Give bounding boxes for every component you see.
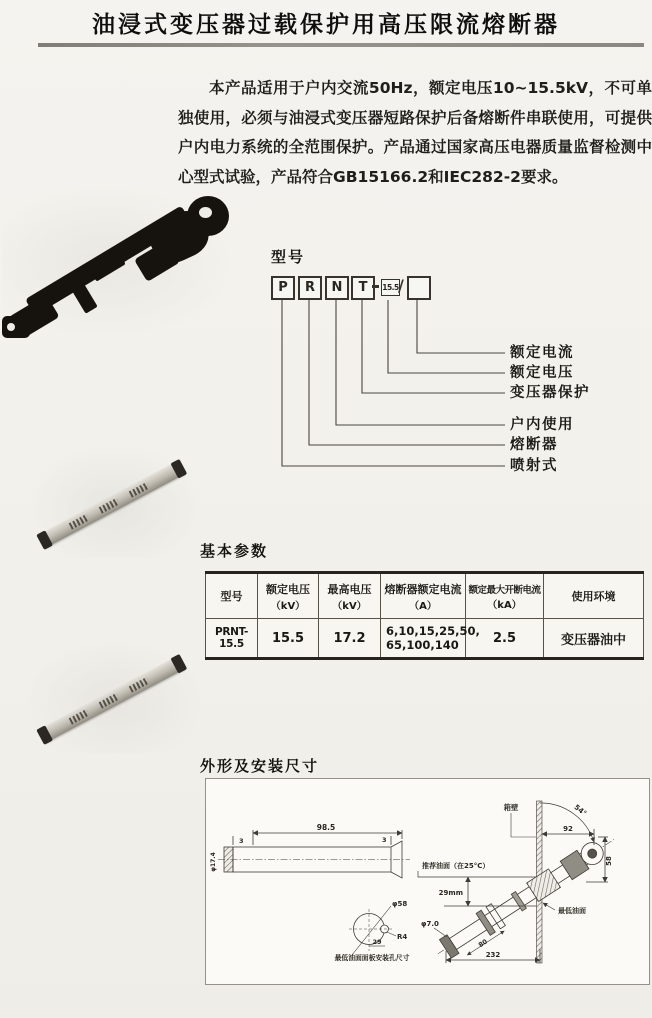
dimensions-heading: 外形及安装尺寸 [200, 757, 320, 775]
dim-end-right-label: 3 [382, 836, 387, 844]
col-header-max-voltage: 最高电压 （kV） [319, 573, 381, 619]
parameters-table [205, 571, 644, 660]
assembly-geometry [418, 801, 623, 968]
tube-print-mark [129, 677, 150, 693]
table-header-row [206, 573, 644, 619]
hole-radius-label: R4 [397, 933, 408, 941]
angle-label: 54° [572, 803, 588, 818]
dim-92-label: 92 [563, 825, 573, 833]
dim-length-label: 98.5 [316, 823, 336, 832]
model-code-letter-R: R [298, 276, 322, 300]
model-code-slash: / [398, 276, 404, 295]
cell-fuse-current: 6,10,15,25,50, 65,100,140 [381, 619, 466, 659]
dim-end-left-label: 3 [239, 837, 244, 845]
model-code-letter-T: T [351, 276, 375, 300]
hole-caption: 最低油面面板安装孔尺寸 [334, 954, 410, 962]
cell-rated-voltage: 15.5 [258, 619, 319, 659]
col-header-model: 型号 [206, 573, 258, 619]
tube-print-mark [69, 514, 90, 530]
tube-print-mark [129, 482, 150, 498]
dim-29mm-label: 29mm [438, 889, 463, 897]
fuse-link-photo-1 [30, 448, 200, 558]
model-code-voltage-box: 15.5 [381, 279, 400, 296]
fuse-link-photo-2 [30, 643, 200, 753]
wall-label: 箱壁 [503, 803, 519, 812]
dim-58-label: 58 [605, 856, 613, 866]
tube-end-cap [170, 654, 187, 674]
dimension-drawing [206, 779, 649, 984]
dim-diameter-label: φ17.4 [210, 852, 217, 872]
tube-end-cap [36, 530, 53, 550]
legend-expulsion-type: 喷射式 [510, 458, 558, 474]
cell-environment: 变压器油中 [544, 619, 644, 659]
fuse-link-tube [38, 461, 185, 548]
page-title: 油浸式变压器过载保护用高压限流熔断器 [92, 12, 560, 38]
parameters-heading: 基本参数 [200, 542, 269, 560]
hole-offset-label: 29 [372, 938, 382, 946]
cell-max-voltage: 17.2 [319, 619, 381, 659]
cell-breaking-current: 2.5 [466, 619, 544, 659]
cell-model: PRNT-15.5 [206, 619, 258, 659]
dimension-drawing-box [205, 778, 650, 985]
legend-transformer-protection: 变压器保护 [510, 385, 590, 401]
dim-232-label: 232 [485, 951, 501, 959]
col-header-rated-voltage: 额定电压 （kV） [258, 573, 319, 619]
legend-rated-voltage: 额定电压 [510, 365, 574, 381]
min-oil-label: 最低油面 [558, 907, 586, 915]
photo-shape [199, 207, 212, 218]
legend-rated-current: 额定电流 [510, 345, 574, 361]
dim-80-label: 80 [476, 937, 489, 950]
photo-shape [7, 323, 15, 331]
model-heading: 型号 [271, 248, 306, 266]
model-code-letter-P: P [271, 276, 295, 300]
tube-print-mark [99, 498, 120, 514]
legend-indoor-use: 户内使用 [510, 417, 574, 433]
product-photo-assembly [2, 186, 230, 338]
col-header-breaking-current: 额定最大开断电流 （kA） [466, 573, 544, 619]
col-header-fuse-current: 熔断器额定电流 （A） [381, 573, 466, 619]
hole-diameter-label: φ58 [392, 900, 408, 908]
tube-end-cap [170, 459, 187, 479]
tube-end-cap [36, 725, 53, 745]
pin-diameter-label: φ7.0 [421, 920, 439, 928]
fuse-link-tube [38, 656, 185, 743]
model-code-letter-N: N [325, 276, 349, 300]
legend-fuse: 熔断器 [510, 437, 558, 453]
tube-print-mark [69, 709, 90, 725]
fuse-tube [431, 829, 623, 969]
model-code-dash [372, 285, 379, 288]
hole-detail-geometry [349, 906, 396, 955]
title-rule [38, 43, 644, 47]
recommended-oil-label: 推荐油面（在25°C） [422, 862, 490, 870]
col-header-environment: 使用环境 [544, 573, 644, 619]
table-row [206, 619, 644, 659]
model-code-current-box [407, 276, 431, 300]
photo-shape [72, 284, 97, 313]
tube-print-mark [99, 693, 120, 709]
intro-paragraph: 本产品适用于户内交流50Hz，额定电压10~15.5kV，不可单独使用，必须与油浸式变压器短路保护后备熔断件串联使用，可提供户内电力系统的全范围保护。产品通过国家高压电器质量监督检测中心型式试验，产品符合GB15166.2和IEC282-2要求。 [178, 79, 652, 186]
